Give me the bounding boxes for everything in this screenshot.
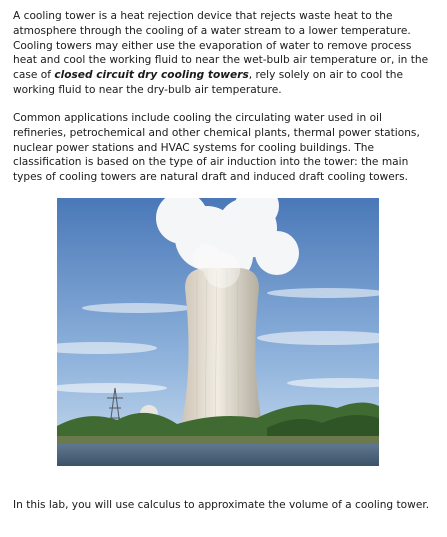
intro-text-end: , rely solely on air to cool the working fluid to near the dry-bulb air temperature. <box>13 69 403 96</box>
emphasized-term: closed circuit dry cooling towers <box>54 69 249 82</box>
intro-text-start: A cooling tower is a heat rejection device that rejects waste heat to the atmosphere through the cooling of a water stream to a lower temperature. Cooling towers may either use the evaporation of water to remove process heat and cool the working fluid to near the wet-bulb air temperature or, in the case of <box>13 10 429 82</box>
intro-paragraph <box>13 9 433 98</box>
cooling-tower-photo <box>57 198 379 466</box>
lab-objective-paragraph: In this lab, you will use calculus to approximate the volume of a cooling tower. <box>13 499 430 511</box>
applications-paragraph: Common applications include cooling the circulating water used in oil refineries, petrochemical and other chemical plants, thermal power stations, nuclear power stations and HVAC systems for cooling buildings. The classification is based on the type of air induction into the tower: the main types of cooling towers are natural draft and induced draft cooling towers. <box>13 112 420 184</box>
